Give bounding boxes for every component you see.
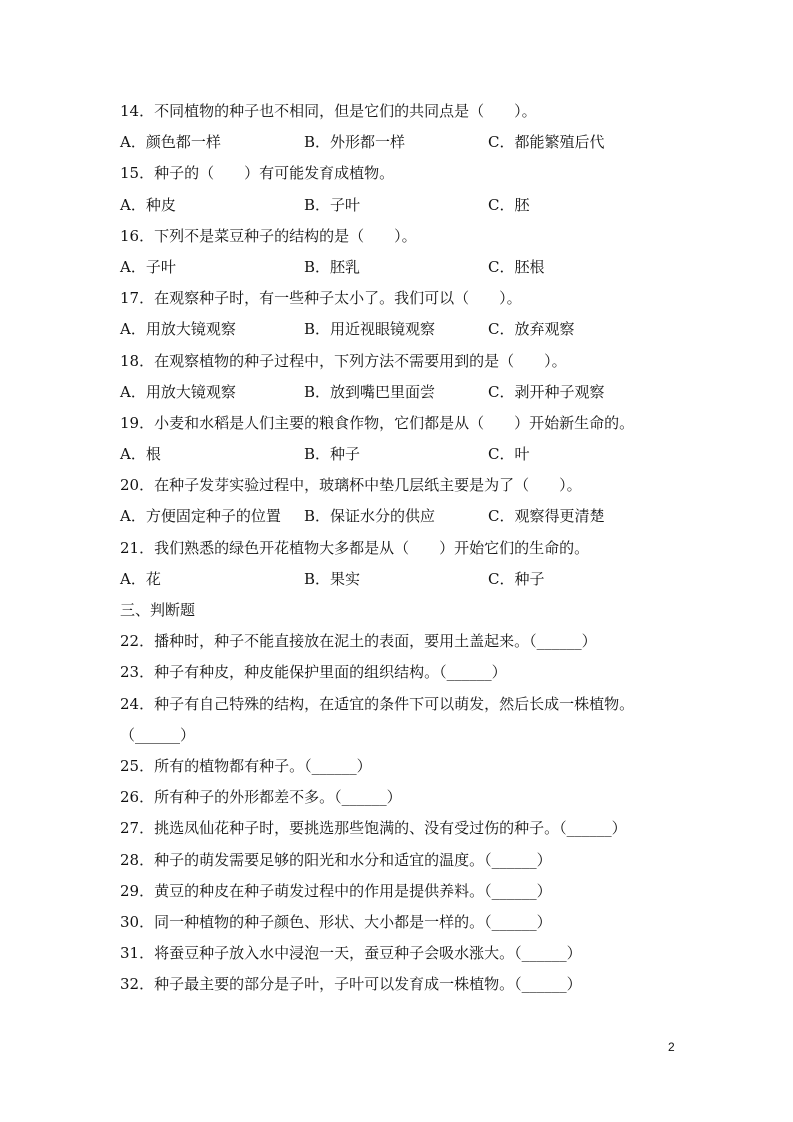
option-c: C．种子 bbox=[488, 569, 545, 588]
option-a: A．根 bbox=[120, 445, 161, 464]
question-21: 21．我们熟悉的绿色开花植物大多都是从（ ）开始它们的生命的。 bbox=[120, 538, 590, 557]
option-c: C．剥开种子观察 bbox=[488, 382, 605, 401]
option-b: B．胚乳 bbox=[304, 257, 361, 276]
options-21 bbox=[120, 564, 680, 595]
option-c: C．胚 bbox=[488, 195, 530, 214]
option-c: C．胚根 bbox=[488, 257, 545, 276]
option-c: C．观察得更清楚 bbox=[488, 507, 605, 526]
question-15: 15．种子的（ ）有可能发育成植物。 bbox=[120, 164, 395, 183]
options-18 bbox=[120, 377, 680, 408]
judgment-30: 30．同一种植物的种子颜色、形状、大小都是一样的。（______） bbox=[120, 912, 552, 931]
option-c: C．都能繁殖后代 bbox=[488, 133, 605, 152]
option-b: B．果实 bbox=[304, 569, 361, 588]
question-20: 20．在种子发芽实验过程中，玻璃杯中垫几层纸主要是为了（ ）。 bbox=[120, 476, 582, 495]
page-content bbox=[120, 96, 680, 1000]
page-number: 2 bbox=[668, 1040, 675, 1054]
judgment-25: 25．所有的植物都有种子。（______） bbox=[120, 756, 372, 775]
judgment-31: 31．将蚕豆种子放入水中浸泡一天，蚕豆种子会吸水涨大。（______） bbox=[120, 944, 582, 963]
option-a: A．方便固定种子的位置 bbox=[120, 507, 281, 526]
option-b: B．种子 bbox=[304, 445, 361, 464]
option-a: A．花 bbox=[120, 569, 161, 588]
option-c: C．放弃观察 bbox=[488, 320, 575, 339]
option-b: B．保证水分的供应 bbox=[304, 507, 436, 526]
question-16: 16．下列不是菜豆种子的结构的是（ ）。 bbox=[120, 226, 417, 245]
option-a: A．颜色都一样 bbox=[120, 133, 221, 152]
judgment-28: 28．种子的萌发需要足够的阳光和水分和适宜的温度。（______） bbox=[120, 850, 552, 869]
options-17 bbox=[120, 314, 680, 345]
option-a: A．种皮 bbox=[120, 195, 176, 214]
options-14 bbox=[120, 127, 680, 158]
option-a: A．子叶 bbox=[120, 257, 176, 276]
options-16 bbox=[120, 252, 680, 283]
option-a: A．用放大镜观察 bbox=[120, 320, 236, 339]
section-title: 三、判断题 bbox=[120, 601, 196, 619]
options-15 bbox=[120, 190, 680, 221]
judgment-24-blank: （______） bbox=[120, 725, 196, 744]
judgment-27: 27．挑选凤仙花种子时，要挑选那些饱满的、没有受过伤的种子。（______） bbox=[120, 819, 627, 838]
question-17: 17．在观察种子时，有一些种子太小了。我们可以（ ）。 bbox=[120, 289, 522, 308]
option-b: B．外形都一样 bbox=[304, 133, 406, 152]
option-b: B．用近视眼镜观察 bbox=[304, 320, 436, 339]
question-14: 14．不同植物的种子也不相同，但是它们的共同点是（ ）。 bbox=[120, 102, 537, 120]
judgment-24: 24．种子有自己特殊的结构，在适宜的条件下可以萌发，然后长成一株植物。 bbox=[120, 694, 635, 713]
question-19: 19．小麦和水稻是人们主要的粮食作物，它们都是从（ ）开始新生命的。 bbox=[120, 413, 635, 432]
judgment-22: 22．播种时，种子不能直接放在泥土的表面，要用土盖起来。（______） bbox=[120, 632, 597, 651]
question-18: 18．在观察植物的种子过程中，下列方法不需要用到的是（ ）。 bbox=[120, 351, 567, 370]
judgment-23: 23．种子有种皮，种皮能保护里面的组织结构。（______） bbox=[120, 663, 507, 682]
options-19 bbox=[120, 439, 680, 470]
option-a: A．用放大镜观察 bbox=[120, 382, 236, 401]
option-b: B．放到嘴巴里面尝 bbox=[304, 382, 436, 401]
option-b: B．子叶 bbox=[304, 195, 361, 214]
options-20 bbox=[120, 501, 680, 532]
judgment-29: 29．黄豆的种皮在种子萌发过程中的作用是提供养料。（______） bbox=[120, 881, 552, 900]
option-c: C．叶 bbox=[488, 445, 530, 464]
judgment-32: 32．种子最主要的部分是子叶，子叶可以发育成一株植物。（______） bbox=[120, 975, 582, 994]
judgment-26: 26．所有种子的外形都差不多。（______） bbox=[120, 788, 402, 807]
